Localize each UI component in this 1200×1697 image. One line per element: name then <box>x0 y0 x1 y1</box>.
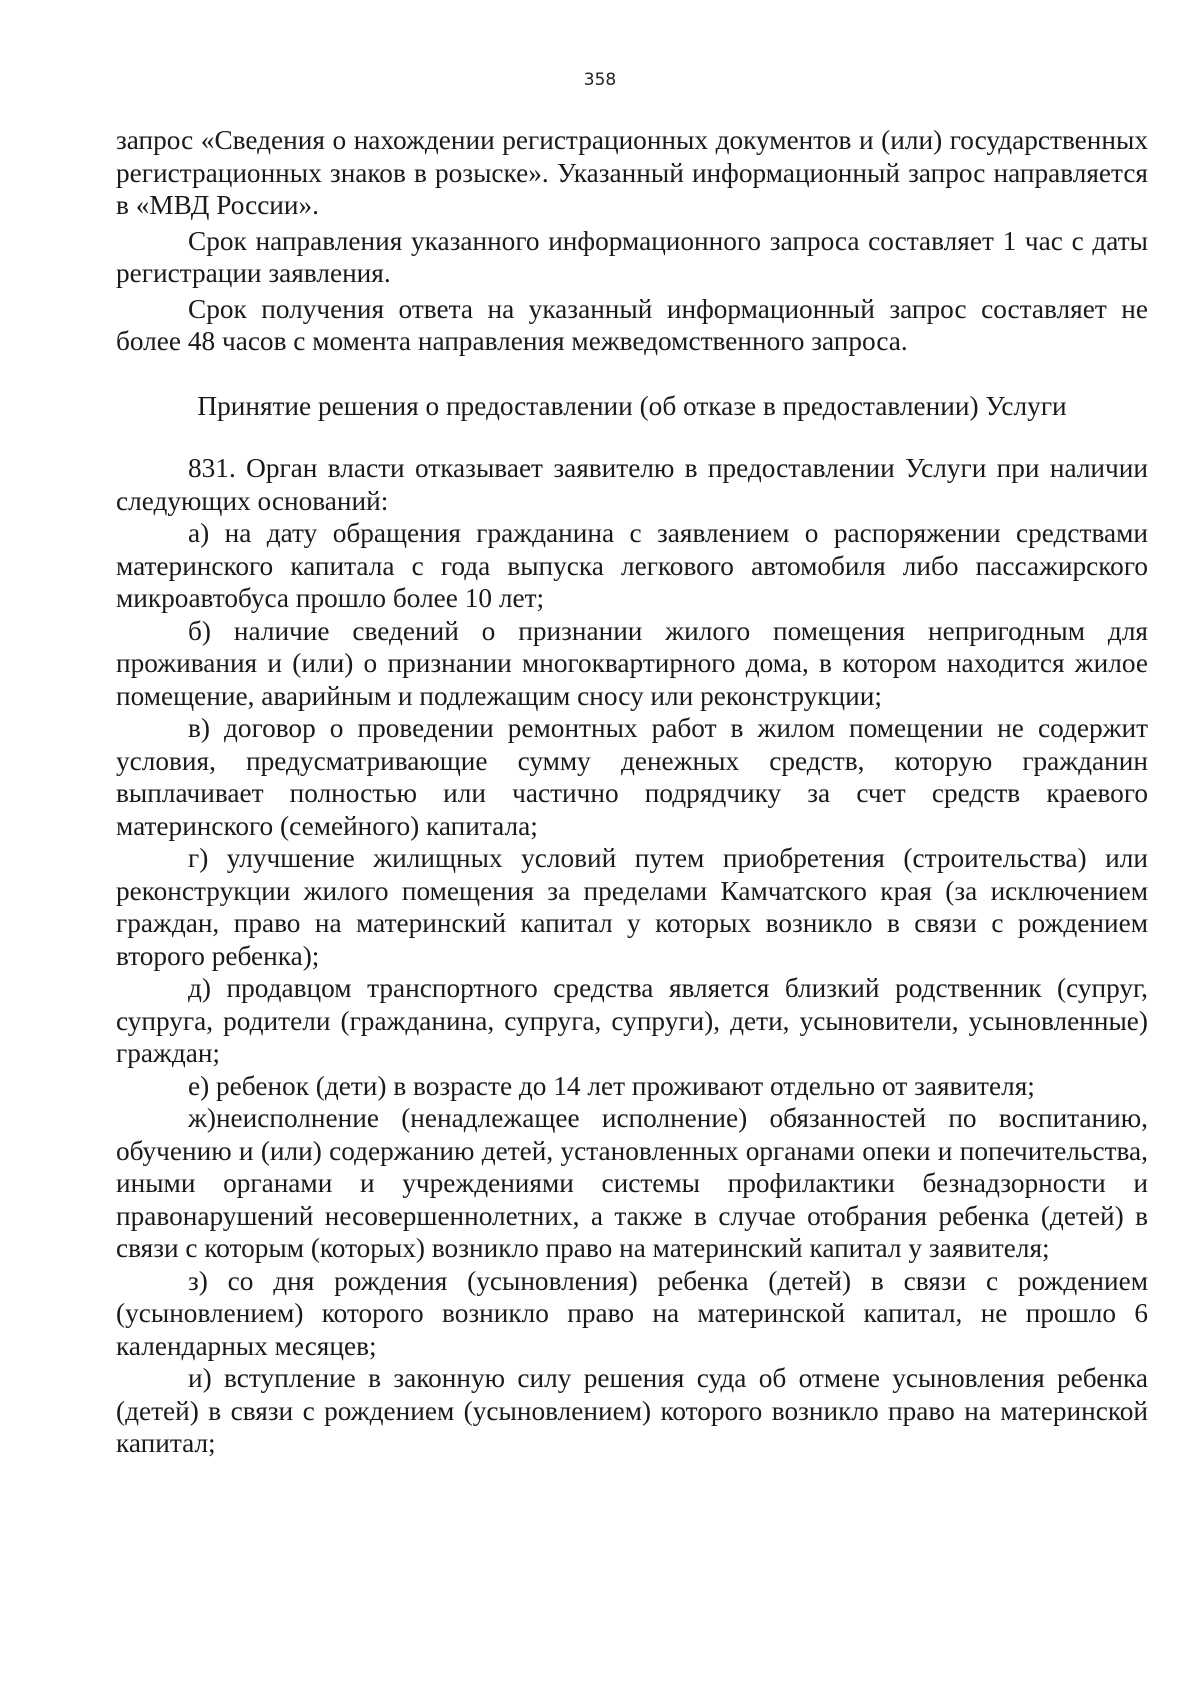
list-item-z: з) со дня рождения (усыновления) ребенка (детей) в связи с рождением (усыновлением) которого возникло право на материнской капитал, не прошло 6 календарных месяцев; <box>116 1265 1148 1361</box>
paragraph-response-deadline: Срок получения ответа на указанный информационный запрос составляет не более 48 часов с момента направления межведомственного запроса. <box>116 293 1148 356</box>
list-item-i: и) вступление в законную силу решения суда об отмене усыновления ребенка (детей) в связи с рождением (усыновлением) которого возникло право на материнской капитал; <box>116 1363 1148 1458</box>
list-item-b: б) наличие сведений о признании жилого помещения непригодным для проживания и (или) о признании многоквартирного дома, в котором находится жилое помещение, аварийным и подлежащим сносу или реконструкции; <box>116 615 1148 711</box>
list-item-d: д) продавцом транспортного средства является близкий родственник (супруг, супруга, родители (гражданина, супруга, супруги), дети, усыновители, усыновленные) граждан; <box>116 973 1148 1068</box>
list-item-v: в) договор о проведении ремонтных работ в жилом помещении не содержит условия, предусматривающие сумму денежных средств, которую гражданин выплачивает полностью или частично подрядчику за счет средств краевого материнского (семейного) капитала; <box>116 713 1148 841</box>
document-body <box>116 124 1148 1460</box>
list-item-zh: ж)неисполнение (ненадлежащее исполнение) обязанностей по воспитанию, обучению и (или) содержанию детей, установленных органами опеки и попечительства, иными органами и учреждениями системы профилактики безнадзорности и правонарушений несовершеннолетних, а также в случае отобрания ребенка (детей) в связи с которым (которых) возникло право на материнский капитал у заявителя; <box>116 1103 1148 1263</box>
paragraph-831: 831. Орган власти отказывает заявителю в предоставлении Услуги при наличии следующих оснований: <box>116 453 1148 516</box>
page-number: 358 <box>583 70 617 90</box>
list-item-e: е) ребенок (дети) в возрасте до 14 лет проживают отдельно от заявителя; <box>188 1070 1035 1101</box>
section-heading: Принятие решения о предоставлении (об отказе в предоставлении) Услуги <box>197 390 1067 421</box>
paragraph-request-deadline: Срок направления указанного информационного запроса составляет 1 час с даты регистрации заявления. <box>116 225 1148 288</box>
paragraph-request-continuation: запрос «Сведения о нахождении регистрационных документов и (или) государственных регистрационных знаков в розыске». Указанный информационный запрос направляется в «МВД России». <box>116 125 1148 220</box>
list-item-g: г) улучшение жилищных условий путем приобретения (строительства) или реконструкции жилого помещения за пределами Камчатского края (за исключением граждан, право на материнский капитал у которых возникло в связи с рождением второго ребенка); <box>116 843 1148 971</box>
list-item-a: а) на дату обращения гражданина с заявлением о распоряжении средствами материнского капитала с года выпуска легкового автомобиля либо пассажирского микроавтобуса прошло более 10 лет; <box>116 518 1148 613</box>
